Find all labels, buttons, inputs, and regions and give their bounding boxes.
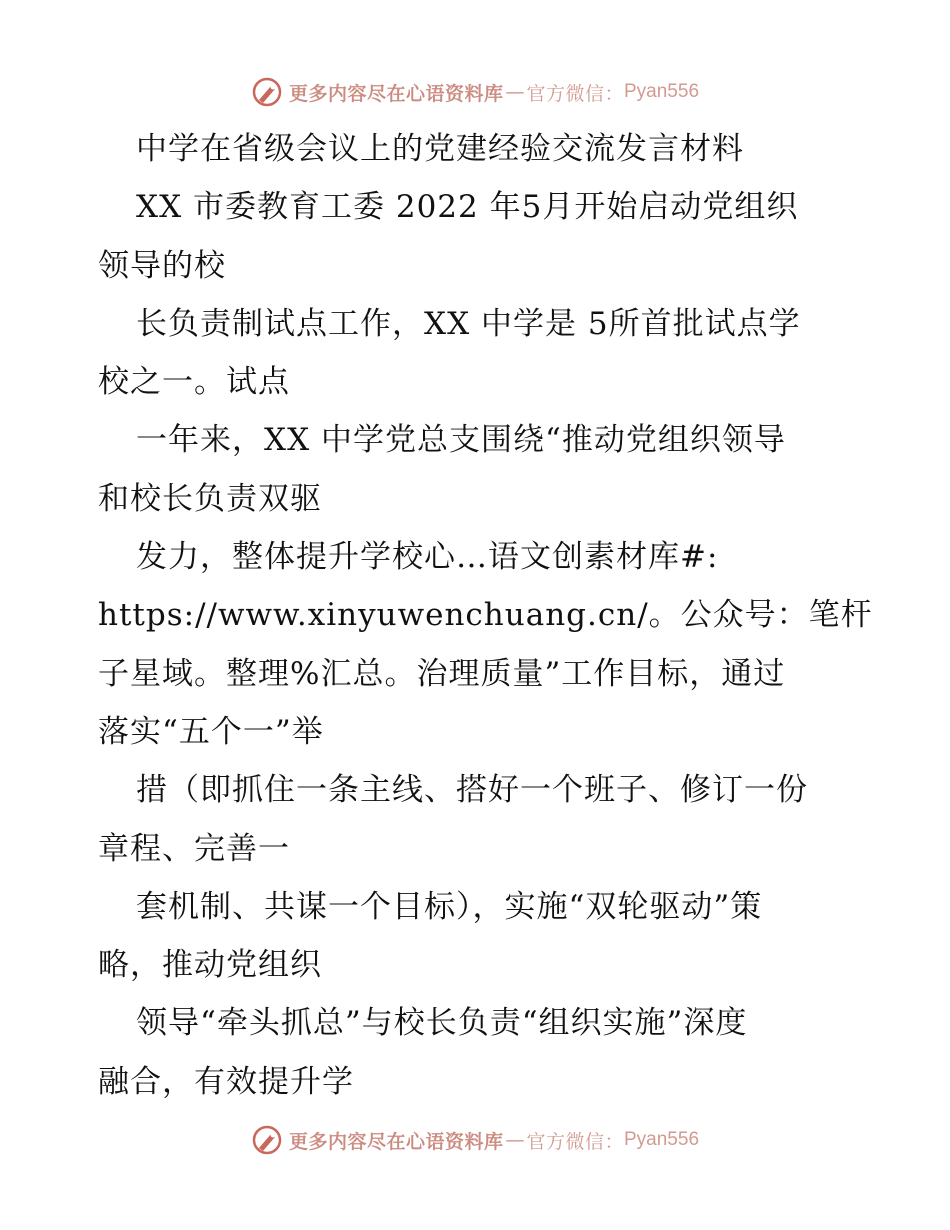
banner-wechat-label: 官方微信： xyxy=(526,1130,624,1153)
text-line: 子星域。整理%汇总。治理质量”工作目标，通过 xyxy=(98,655,786,692)
header-banner xyxy=(0,72,950,112)
text-line: 融合，有效提升学 xyxy=(98,1063,354,1100)
fountain-pen-logo-icon xyxy=(251,76,283,108)
text-line: 和校长负责双驱 xyxy=(98,480,322,517)
banner-wechat-label: 官方微信： xyxy=(526,82,624,105)
banner-brand-text: 更多内容尽在心语资料库 xyxy=(288,1130,504,1153)
text-line: 措（即抓住一条主线、搭好一个班子、修订一份 xyxy=(136,772,808,809)
text-line: 一年来，XX 中学党总支围绕“推动党组织领导 xyxy=(136,422,786,459)
banner-brand-text: 更多内容尽在心语资料库 xyxy=(288,82,504,105)
fountain-pen-logo-icon xyxy=(251,1124,283,1156)
text-line: 校之一。试点 xyxy=(98,364,290,401)
banner-separator: — xyxy=(505,1129,525,1151)
text-line: 发力，整体提升学校心…语文创素材库#: xyxy=(136,539,719,576)
text-line: 章程、完善一 xyxy=(98,830,290,867)
text-line: 落实“五个一”举 xyxy=(98,713,324,750)
footer-banner xyxy=(0,1120,950,1160)
text-line: 中学在省级会议上的党建经验交流发言材料 xyxy=(136,131,744,167)
text-line: XX 市委教育工委 2022 年5月开始启动党组织 xyxy=(136,189,799,226)
banner-wechat-id: Pyan556 xyxy=(624,81,700,102)
text-line: 套机制、共谋一个目标），实施“双轮驱动”策 xyxy=(136,888,763,925)
text-line: 略，推动党组织 xyxy=(98,947,322,984)
banner-wechat-id: Pyan556 xyxy=(624,1129,700,1150)
document-body xyxy=(98,120,898,1111)
text-line: 长负责制试点工作，XX 中学是 5所首批试点学 xyxy=(136,305,801,342)
text-line: 领导的校 xyxy=(98,247,226,284)
banner-separator: — xyxy=(505,81,525,103)
text-line: 领导“牵头抓总”与校长负责“组织实施”深度 xyxy=(136,1005,748,1042)
text-line: https://www.xinyuwenchuang.cn/。公众号：笔杆 xyxy=(98,597,873,634)
